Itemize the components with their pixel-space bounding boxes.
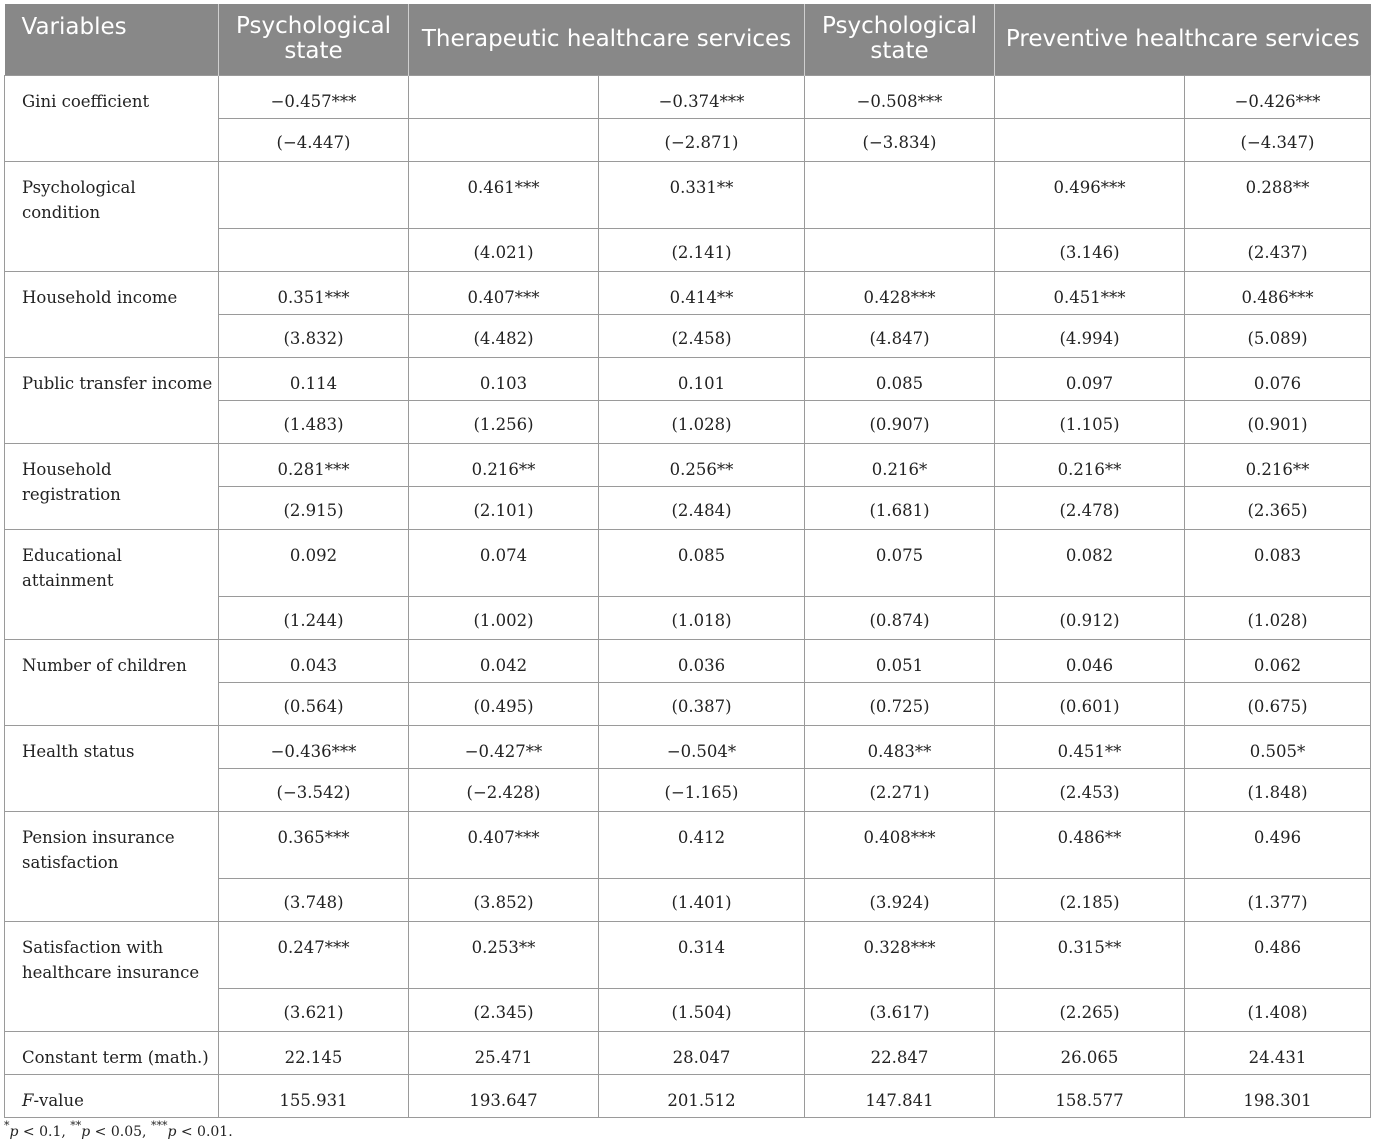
coefficient-cell: 0.365***	[219, 811, 409, 878]
coefficient-cell: −0.504*	[599, 725, 805, 768]
t-stat-cell	[219, 228, 409, 271]
variable-name: Educational attainment	[5, 529, 219, 639]
constant-row	[5, 1031, 1371, 1074]
coefficient-cell: 0.486	[1185, 921, 1371, 988]
coefficient-cell: 0.281***	[219, 443, 409, 486]
t-stat-cell: (2.437)	[1185, 228, 1371, 271]
variable-name: Gini coefficient	[5, 75, 219, 161]
t-stat-cell: (1.401)	[599, 878, 805, 921]
table-row	[5, 811, 1371, 878]
t-stat-cell: (2.271)	[805, 768, 995, 811]
t-stat-cell: (2.915)	[219, 486, 409, 529]
footnote-p-3: p	[167, 1124, 177, 1140]
coefficient-cell: 0.412	[599, 811, 805, 878]
t-stat-cell: (2.345)	[409, 988, 599, 1031]
footnote-star-3: ***	[150, 1119, 168, 1132]
coefficient-cell: 0.062	[1185, 639, 1371, 682]
t-stat-cell: (1.002)	[409, 596, 599, 639]
coefficient-cell: 0.074	[409, 529, 599, 596]
coefficient-cell: 0.046	[995, 639, 1185, 682]
regression-table	[4, 4, 1371, 1118]
t-stat-cell: (0.912)	[995, 596, 1185, 639]
constant-cell: 25.471	[409, 1031, 599, 1074]
constant-label: Constant term (math.)	[5, 1031, 219, 1074]
t-stat-cell: (2.478)	[995, 486, 1185, 529]
f-value-row	[5, 1074, 1371, 1117]
coefficient-cell: 0.075	[805, 529, 995, 596]
footnote-text-1: < 0.1,	[18, 1124, 71, 1140]
t-stat-cell: (5.089)	[1185, 314, 1371, 357]
variable-name: Satisfaction with healthcare insurance	[5, 921, 219, 1031]
t-stat-cell	[995, 118, 1185, 161]
table-body	[5, 75, 1371, 1117]
variable-name: Number of children	[5, 639, 219, 725]
table-row	[5, 357, 1371, 400]
coefficient-cell: 0.486**	[995, 811, 1185, 878]
f-value-label-rest: -value	[33, 1090, 84, 1110]
t-stat-cell: (2.365)	[1185, 486, 1371, 529]
table-row	[5, 75, 1371, 118]
t-stat-cell: (−4.447)	[219, 118, 409, 161]
coefficient-cell: 0.407***	[409, 811, 599, 878]
coefficient-cell: 0.331**	[599, 161, 805, 228]
f-value-label-f: F	[22, 1090, 34, 1110]
coefficient-cell: 0.428***	[805, 271, 995, 314]
coefficient-cell: 0.051	[805, 639, 995, 682]
coefficient-cell: 0.253**	[409, 921, 599, 988]
f-value-cell: 201.512	[599, 1074, 805, 1117]
coefficient-cell: 0.408***	[805, 811, 995, 878]
t-stat-cell: (−2.871)	[599, 118, 805, 161]
coefficient-cell: −0.457***	[219, 75, 409, 118]
t-stat-cell: (−3.834)	[805, 118, 995, 161]
t-stat-cell: (1.848)	[1185, 768, 1371, 811]
coefficient-cell: 0.496	[1185, 811, 1371, 878]
constant-cell: 26.065	[995, 1031, 1185, 1074]
t-stat-cell: (4.021)	[409, 228, 599, 271]
coefficient-cell	[219, 161, 409, 228]
coefficient-cell: 0.314	[599, 921, 805, 988]
table-row	[5, 161, 1371, 228]
coefficient-cell: 0.216**	[995, 443, 1185, 486]
t-stat-cell: (3.832)	[219, 314, 409, 357]
table-row	[5, 921, 1371, 988]
f-value-label	[5, 1074, 219, 1117]
variable-name: Health status	[5, 725, 219, 811]
t-stat-cell: (0.901)	[1185, 400, 1371, 443]
coefficient-cell: −0.508***	[805, 75, 995, 118]
f-value-cell: 158.577	[995, 1074, 1185, 1117]
t-stat-cell: (−1.165)	[599, 768, 805, 811]
coefficient-cell: 0.256**	[599, 443, 805, 486]
header-psychological-state-2: Psychological state	[805, 4, 995, 75]
coefficient-cell: 0.076	[1185, 357, 1371, 400]
constant-cell: 28.047	[599, 1031, 805, 1074]
t-stat-cell: (3.924)	[805, 878, 995, 921]
t-stat-cell: (1.377)	[1185, 878, 1371, 921]
f-value-cell: 147.841	[805, 1074, 995, 1117]
t-stat-cell: (0.675)	[1185, 682, 1371, 725]
coefficient-cell: 0.496***	[995, 161, 1185, 228]
t-stat-cell: (2.101)	[409, 486, 599, 529]
t-stat-cell: (2.141)	[599, 228, 805, 271]
coefficient-cell: 0.082	[995, 529, 1185, 596]
header-psychological-state-1: Psychological state	[219, 4, 409, 75]
table-row	[5, 443, 1371, 486]
t-stat-cell: (−3.542)	[219, 768, 409, 811]
coefficient-cell: 0.486***	[1185, 271, 1371, 314]
coefficient-cell	[409, 75, 599, 118]
footnote-p-2: p	[81, 1124, 91, 1140]
coefficient-cell: −0.426***	[1185, 75, 1371, 118]
footnote-text-3: < 0.01.	[176, 1124, 233, 1140]
constant-cell: 24.431	[1185, 1031, 1371, 1074]
coefficient-cell: −0.427**	[409, 725, 599, 768]
coefficient-cell: 0.315**	[995, 921, 1185, 988]
coefficient-cell: 0.505*	[1185, 725, 1371, 768]
header-therapeutic-healthcare: Therapeutic healthcare services	[409, 4, 805, 75]
t-stat-cell: (3.621)	[219, 988, 409, 1031]
f-value-cell: 155.931	[219, 1074, 409, 1117]
coefficient-cell: 0.451**	[995, 725, 1185, 768]
coefficient-cell: 0.036	[599, 639, 805, 682]
coefficient-cell: 0.043	[219, 639, 409, 682]
t-stat-cell: (3.748)	[219, 878, 409, 921]
t-stat-cell: (3.852)	[409, 878, 599, 921]
footnote-star-2: **	[70, 1119, 82, 1132]
variable-name: Psychological condition	[5, 161, 219, 271]
footnote-p-1: p	[9, 1124, 19, 1140]
t-stat-cell	[805, 228, 995, 271]
coefficient-cell: −0.436***	[219, 725, 409, 768]
coefficient-cell: 0.328***	[805, 921, 995, 988]
t-stat-cell: (4.847)	[805, 314, 995, 357]
t-stat-cell: (0.725)	[805, 682, 995, 725]
t-stat-cell: (−2.428)	[409, 768, 599, 811]
t-stat-cell: (2.458)	[599, 314, 805, 357]
t-stat-cell: (0.874)	[805, 596, 995, 639]
t-stat-cell: (0.387)	[599, 682, 805, 725]
coefficient-cell: 0.414**	[599, 271, 805, 314]
significance-footnote	[4, 1119, 233, 1140]
coefficient-cell	[995, 75, 1185, 118]
footnote-star-1: *	[4, 1119, 10, 1132]
f-value-cell: 198.301	[1185, 1074, 1371, 1117]
coefficient-cell: 0.085	[805, 357, 995, 400]
f-value-cell: 193.647	[409, 1074, 599, 1117]
t-stat-cell: (1.681)	[805, 486, 995, 529]
t-stat-cell: (1.028)	[599, 400, 805, 443]
coefficient-cell: −0.374***	[599, 75, 805, 118]
t-stat-cell: (4.994)	[995, 314, 1185, 357]
t-stat-cell: (2.265)	[995, 988, 1185, 1031]
coefficient-cell	[805, 161, 995, 228]
coefficient-cell: 0.407***	[409, 271, 599, 314]
t-stat-cell: (1.408)	[1185, 988, 1371, 1031]
t-stat-cell: (1.028)	[1185, 596, 1371, 639]
variable-name: Household income	[5, 271, 219, 357]
t-stat-cell: (1.483)	[219, 400, 409, 443]
t-stat-cell: (1.105)	[995, 400, 1185, 443]
coefficient-cell: 0.103	[409, 357, 599, 400]
t-stat-cell: (1.018)	[599, 596, 805, 639]
variable-name: Public transfer income	[5, 357, 219, 443]
header-preventive-healthcare: Preventive healthcare services	[995, 4, 1371, 75]
t-stat-cell: (2.484)	[599, 486, 805, 529]
t-stat-cell: (−4.347)	[1185, 118, 1371, 161]
t-stat-cell: (1.504)	[599, 988, 805, 1031]
footnote-text-2: < 0.05,	[90, 1124, 151, 1140]
table-row	[5, 271, 1371, 314]
t-stat-cell: (3.146)	[995, 228, 1185, 271]
coefficient-cell: 0.097	[995, 357, 1185, 400]
coefficient-cell: 0.483**	[805, 725, 995, 768]
coefficient-cell: 0.085	[599, 529, 805, 596]
t-stat-cell: (0.907)	[805, 400, 995, 443]
constant-cell: 22.145	[219, 1031, 409, 1074]
t-stat-cell: (0.495)	[409, 682, 599, 725]
constant-cell: 22.847	[805, 1031, 995, 1074]
t-stat-cell: (1.256)	[409, 400, 599, 443]
coefficient-cell: 0.092	[219, 529, 409, 596]
coefficient-cell: 0.101	[599, 357, 805, 400]
t-stat-cell: (1.244)	[219, 596, 409, 639]
coefficient-cell: 0.114	[219, 357, 409, 400]
t-stat-cell: (0.601)	[995, 682, 1185, 725]
coefficient-cell: 0.216*	[805, 443, 995, 486]
table-row	[5, 639, 1371, 682]
t-stat-cell: (0.564)	[219, 682, 409, 725]
t-stat-cell: (4.482)	[409, 314, 599, 357]
table-row	[5, 725, 1371, 768]
t-stat-cell: (3.617)	[805, 988, 995, 1031]
header-row	[5, 4, 1371, 75]
header-variables: Variables	[5, 4, 219, 75]
t-stat-cell	[409, 118, 599, 161]
t-stat-cell: (2.453)	[995, 768, 1185, 811]
coefficient-cell: 0.042	[409, 639, 599, 682]
coefficient-cell: 0.216**	[1185, 443, 1371, 486]
coefficient-cell: 0.451***	[995, 271, 1185, 314]
coefficient-cell: 0.216**	[409, 443, 599, 486]
variable-name: Household registration	[5, 443, 219, 529]
coefficient-cell: 0.083	[1185, 529, 1371, 596]
coefficient-cell: 0.288**	[1185, 161, 1371, 228]
coefficient-cell: 0.461***	[409, 161, 599, 228]
variable-name: Pension insurance satisfaction	[5, 811, 219, 921]
coefficient-cell: 0.351***	[219, 271, 409, 314]
coefficient-cell: 0.247***	[219, 921, 409, 988]
t-stat-cell: (2.185)	[995, 878, 1185, 921]
table-row	[5, 529, 1371, 596]
